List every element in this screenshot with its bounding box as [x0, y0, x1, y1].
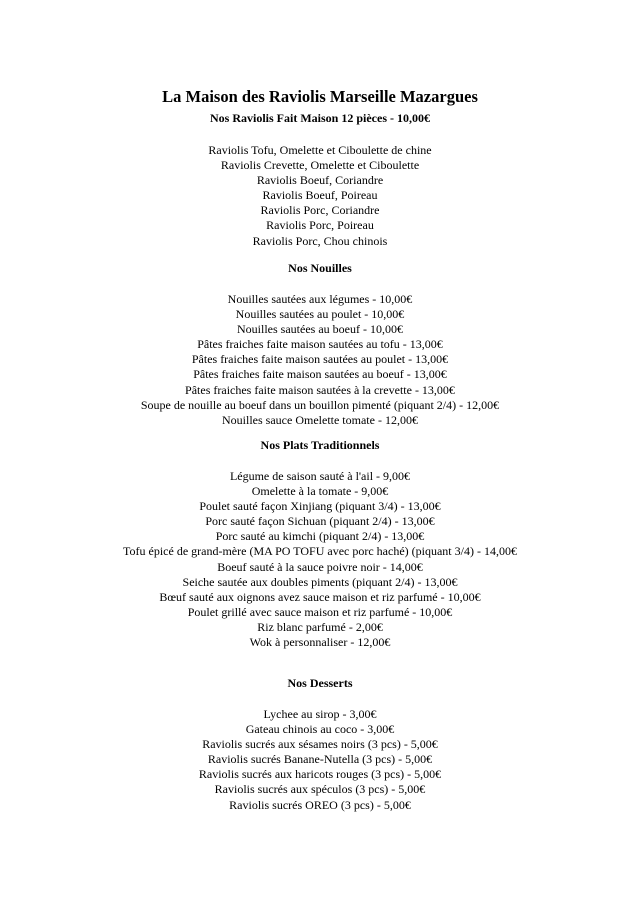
section-heading: Nos Plats Traditionnels [260, 438, 380, 452]
menu-item: Raviolis Porc, Coriandre [260, 203, 380, 218]
menu-item: Raviolis Crevette, Omelette et Ciboulette [220, 158, 420, 173]
page-title: La Maison des Raviolis Marseille Mazargues [162, 87, 478, 107]
menu-item-list [0, 292, 640, 428]
section-heading: Nos Raviolis Fait Maison 12 pièces - 10,00€ [210, 111, 430, 125]
menu-item: Lychee au sirop - 3,00€ [263, 707, 377, 721]
menu-item: Raviolis sucrés OREO (3 pcs) - 5,00€ [229, 797, 411, 812]
menu-item: Raviolis Porc, Chou chinois [252, 233, 388, 248]
menu-item: Raviolis sucrés aux spéculos (3 pcs) - 5,00€ [214, 782, 426, 797]
menu-item: Boeuf sauté à la sauce poivre noir - 14,00€ [217, 559, 423, 574]
menu-item: Tofu épicé de grand-mère (MA PO TOFU avec porc haché) (piquant 3/4) - 14,00€ [123, 544, 517, 559]
menu-item: Raviolis sucrés aux haricots rouges (3 pcs) - 5,00€ [198, 767, 442, 782]
menu-item: Nouilles sautées aux légumes - 10,00€ [227, 292, 413, 306]
menu-item: Raviolis Tofu, Omelette et Ciboulette de chine [208, 143, 432, 157]
section-heading: Nos Nouilles [288, 261, 352, 275]
menu-item: Raviolis Porc, Poireau [266, 218, 374, 233]
menu-item: Bœuf sauté aux oignons avez sauce maison et riz parfumé - 10,00€ [159, 589, 481, 604]
menu-item: Pâtes fraiches faite maison sautées au tofu - 13,00€ [197, 337, 443, 352]
menu-item-list [0, 143, 640, 249]
menu-section [0, 261, 640, 428]
menu-item: Wok à personnaliser - 12,00€ [249, 635, 391, 650]
menu-item: Raviolis Boeuf, Poireau [262, 188, 378, 203]
menu-item: Riz blanc parfumé - 2,00€ [257, 619, 383, 634]
menu-item: Nouilles sauce Omelette tomate - 12,00€ [222, 412, 418, 427]
menu-section [0, 676, 640, 813]
menu-item: Poulet sauté façon Xinjiang (piquant 3/4) - 13,00€ [199, 499, 441, 514]
menu-item-list [0, 469, 640, 650]
menu-item: Seiche sautée aux doubles piments (piquant 2/4) - 13,00€ [182, 574, 458, 589]
menu-item: Porc sauté façon Sichuan (piquant 2/4) - 13,00€ [205, 514, 435, 529]
menu-item: Soupe de nouille au boeuf dans un bouillon pimenté (piquant 2/4) - 12,00€ [140, 397, 500, 412]
menu-item-list [0, 707, 640, 813]
menu-item: Poulet grillé avec sauce maison et riz parfumé - 10,00€ [187, 604, 453, 619]
menu-item: Pâtes fraiches faite maison sautées au poulet - 13,00€ [191, 352, 449, 367]
menu-section [0, 438, 640, 650]
menu-item: Raviolis Boeuf, Coriandre [256, 173, 384, 188]
menu-item: Nouilles sautées au boeuf - 10,00€ [237, 322, 403, 337]
section-heading: Nos Desserts [287, 676, 353, 690]
menu-section [0, 111, 640, 249]
menu-item: Légume de saison sauté à l'ail - 9,00€ [229, 469, 411, 483]
menu-item: Nouilles sautées au poulet - 10,00€ [235, 307, 405, 322]
menu-item: Pâtes fraiches faite maison sautées à la crevette - 13,00€ [185, 382, 455, 397]
menu-item: Gateau chinois au coco - 3,00€ [245, 722, 395, 737]
menu-item: Raviolis sucrés aux sésames noirs (3 pcs) - 5,00€ [202, 737, 438, 752]
menu-item: Raviolis sucrés Banane-Nutella (3 pcs) - 5,00€ [207, 752, 433, 767]
menu-item: Porc sauté au kimchi (piquant 2/4) - 13,00€ [215, 529, 425, 544]
menu-item: Pâtes fraiches faite maison sautées au boeuf - 13,00€ [193, 367, 447, 382]
menu-item: Omelette à la tomate - 9,00€ [251, 484, 389, 499]
